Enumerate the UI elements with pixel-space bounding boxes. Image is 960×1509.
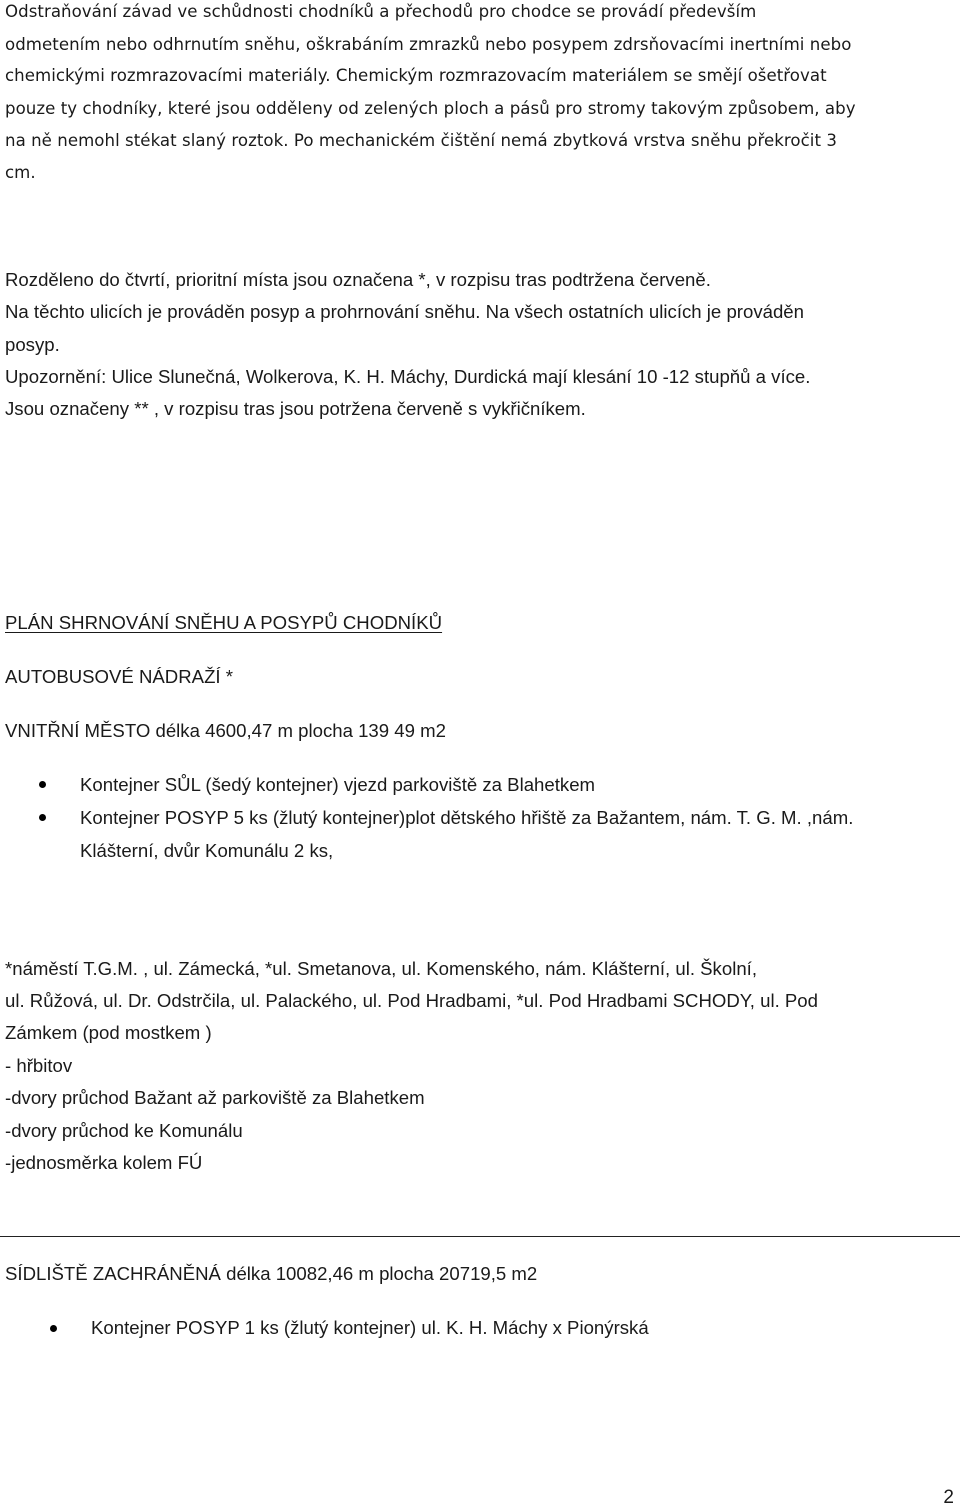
intro-line: pouze ty chodníky, které jsou odděleny od zelených ploch a pásů pro stromy takovým způsobem, aby <box>5 99 856 118</box>
street-line: Zámkem (pod mostkem ) <box>5 1022 212 1043</box>
intro-line: odmetením nebo odhrnutím sněhu, oškrabáním zmrazků nebo posypem zdrsňovacími inertními nebo <box>5 35 852 54</box>
notes-line: Upozornění: Ulice Slunečná, Wolkerova, K. H. Máchy, Durdická mají klesání 10 -12 stupňů a více. <box>5 366 811 387</box>
section-divider <box>0 1236 960 1237</box>
list-item: Kontejner POSYP 1 ks (žlutý kontejner) ul. K. H. Máchy x Pionýrská <box>91 1317 649 1338</box>
notes-line: Na těchto ulicích je prováděn posyp a prohrnování sněhu. Na všech ostatních ulicích je prováděn <box>5 301 804 322</box>
notes-line: Jsou označeny ** , v rozpisu tras jsou potržena červeně s vykřičníkem. <box>5 398 586 419</box>
street-line: - hřbitov <box>5 1055 73 1076</box>
bullet-icon <box>39 781 46 788</box>
inner-city-heading: VNITŘNÍ MĚSTO délka 4600,47 m plocha 139 49 m2 <box>5 720 446 741</box>
plan-title: PLÁN SHRNOVÁNÍ SNĚHU A POSYPŮ CHODNÍKŮ <box>5 612 443 633</box>
intro-line: Odstraňování závad ve schůdnosti chodníků a přechodů pro chodce se provádí především <box>5 2 757 21</box>
list-item-continuation: Klášterní, dvůr Komunálu 2 ks, <box>80 840 334 861</box>
list-item: Kontejner SŮL (šedý kontejner) vjezd parkoviště za Blahetkem <box>80 774 596 795</box>
street-line: ul. Růžová, ul. Dr. Odstrčila, ul. Palackého, ul. Pod Hradbami, *ul. Pod Hradbami SCHODY, ul. Pod <box>5 990 818 1011</box>
intro-line: chemickými rozmrazovacími materiály. Chemickým rozmrazovacím materiálem se smějí ošetřovat <box>5 66 827 85</box>
bus-station-heading: AUTOBUSOVÉ NÁDRAŽÍ * <box>5 666 233 687</box>
bullet-icon <box>50 1325 57 1332</box>
street-line: -jednosměrka kolem FÚ <box>5 1152 203 1173</box>
street-line: *náměstí T.G.M. , ul. Zámecká, *ul. Smetanova, ul. Komenského, nám. Klášterní, ul. Školní, <box>5 958 758 979</box>
street-line: -dvory průchod Bažant až parkoviště za Blahetkem <box>5 1087 425 1108</box>
list-item: Kontejner POSYP 5 ks (žlutý kontejner)plot dětského hřiště za Bažantem, nám. T. G. M. ,nám. <box>80 807 854 828</box>
bullet-icon <box>39 814 46 821</box>
page-number: 2 <box>943 1487 954 1508</box>
estate-heading: SÍDLIŠTĚ ZACHRÁNĚNÁ délka 10082,46 m plocha 20719,5 m2 <box>5 1263 538 1284</box>
notes-line: posyp. <box>5 334 60 355</box>
notes-line: Rozděleno do čtvrtí, prioritní místa jsou označena *, v rozpisu tras podtržena červeně. <box>5 269 711 290</box>
intro-line: na ně nemohl stékat slaný roztok. Po mechanickém čištění nemá zbytková vrstva sněhu překročit 3 <box>5 131 837 150</box>
intro-line: cm. <box>5 163 36 182</box>
street-line: -dvory průchod ke Komunálu <box>5 1120 243 1141</box>
